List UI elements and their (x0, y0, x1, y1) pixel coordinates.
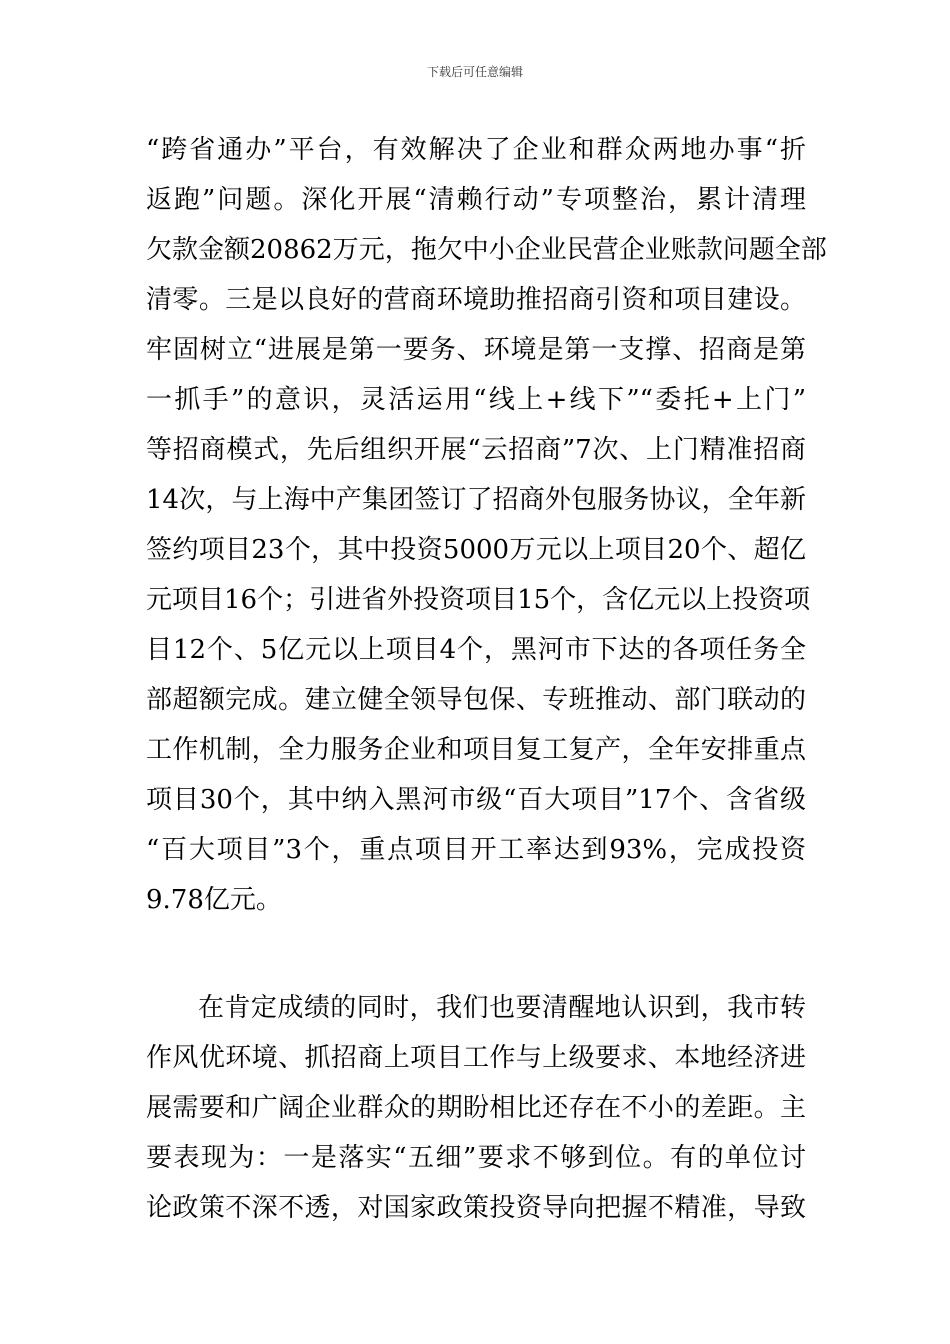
text-line: 14次，与上海中产集团签订了招商外包服务协议，全年新 (146, 485, 806, 515)
paragraph-2 (146, 983, 806, 1233)
text-line: 9.78亿元。 (146, 885, 282, 915)
text-line: 欠款金额20862万元，拖欠中小企业民营企业账款问题全部 (146, 235, 827, 265)
page-header: 下载后可任意编辑 (426, 65, 523, 79)
text-line: “百大项目”3个，重点项目开工率达到93%，完成投资 (146, 835, 806, 865)
text-line: 作风优环境、抓招商上项目工作与上级要求、本地经济进 (146, 1043, 806, 1073)
text-line: 在肯定成绩的同时，我们也要清醒地认识到，我市转 (198, 993, 806, 1023)
text-line: 返跑”问题。深化开展“清赖行动”专项整治，累计清理 (146, 185, 806, 215)
paragraph-1 (146, 125, 827, 925)
text-line: “跨省通办”平台，有效解决了企业和群众两地办事“折 (146, 135, 806, 165)
text-line: 项目30个，其中纳入黑河市级“百大项目”17个、含省级 (146, 785, 806, 815)
text-line: 展需要和广阔企业群众的期盼相比还存在不小的差距。主 (146, 1093, 806, 1123)
text-line: 签约项目23个，其中投资5000万元以上项目20个、超亿 (146, 535, 806, 565)
text-line: 部超额完成。建立健全领导包保、专班推动、部门联动的 (146, 685, 806, 715)
text-line: 要表现为：一是落实“五细”要求不够到位。有的单位讨 (146, 1143, 806, 1173)
text-line: 一抓手”的意识，灵活运用“线上+线下”“委托+上门” (146, 385, 806, 415)
text-line: 论政策不深不透，对国家政策投资导向把握不精准，导致 (146, 1193, 806, 1223)
paragraph-spacer (146, 925, 806, 983)
text-line: 等招商模式，先后组织开展“云招商”7次、上门精准招商 (146, 435, 806, 465)
text-line: 牢固树立“进展是第一要务、环境是第一支撑、招商是第 (146, 335, 806, 365)
text-line: 元项目16个；引进省外投资项目15个，含亿元以上投资项 (146, 585, 811, 615)
text-line: 目12个、5亿元以上项目4个，黑河市下达的各项任务全 (146, 635, 806, 665)
text-line: 清零。三是以良好的营商环境助推招商引资和项目建设。 (146, 285, 806, 315)
text-line: 工作机制，全力服务企业和项目复工复产，全年安排重点 (146, 735, 806, 765)
document-body (146, 125, 827, 1233)
